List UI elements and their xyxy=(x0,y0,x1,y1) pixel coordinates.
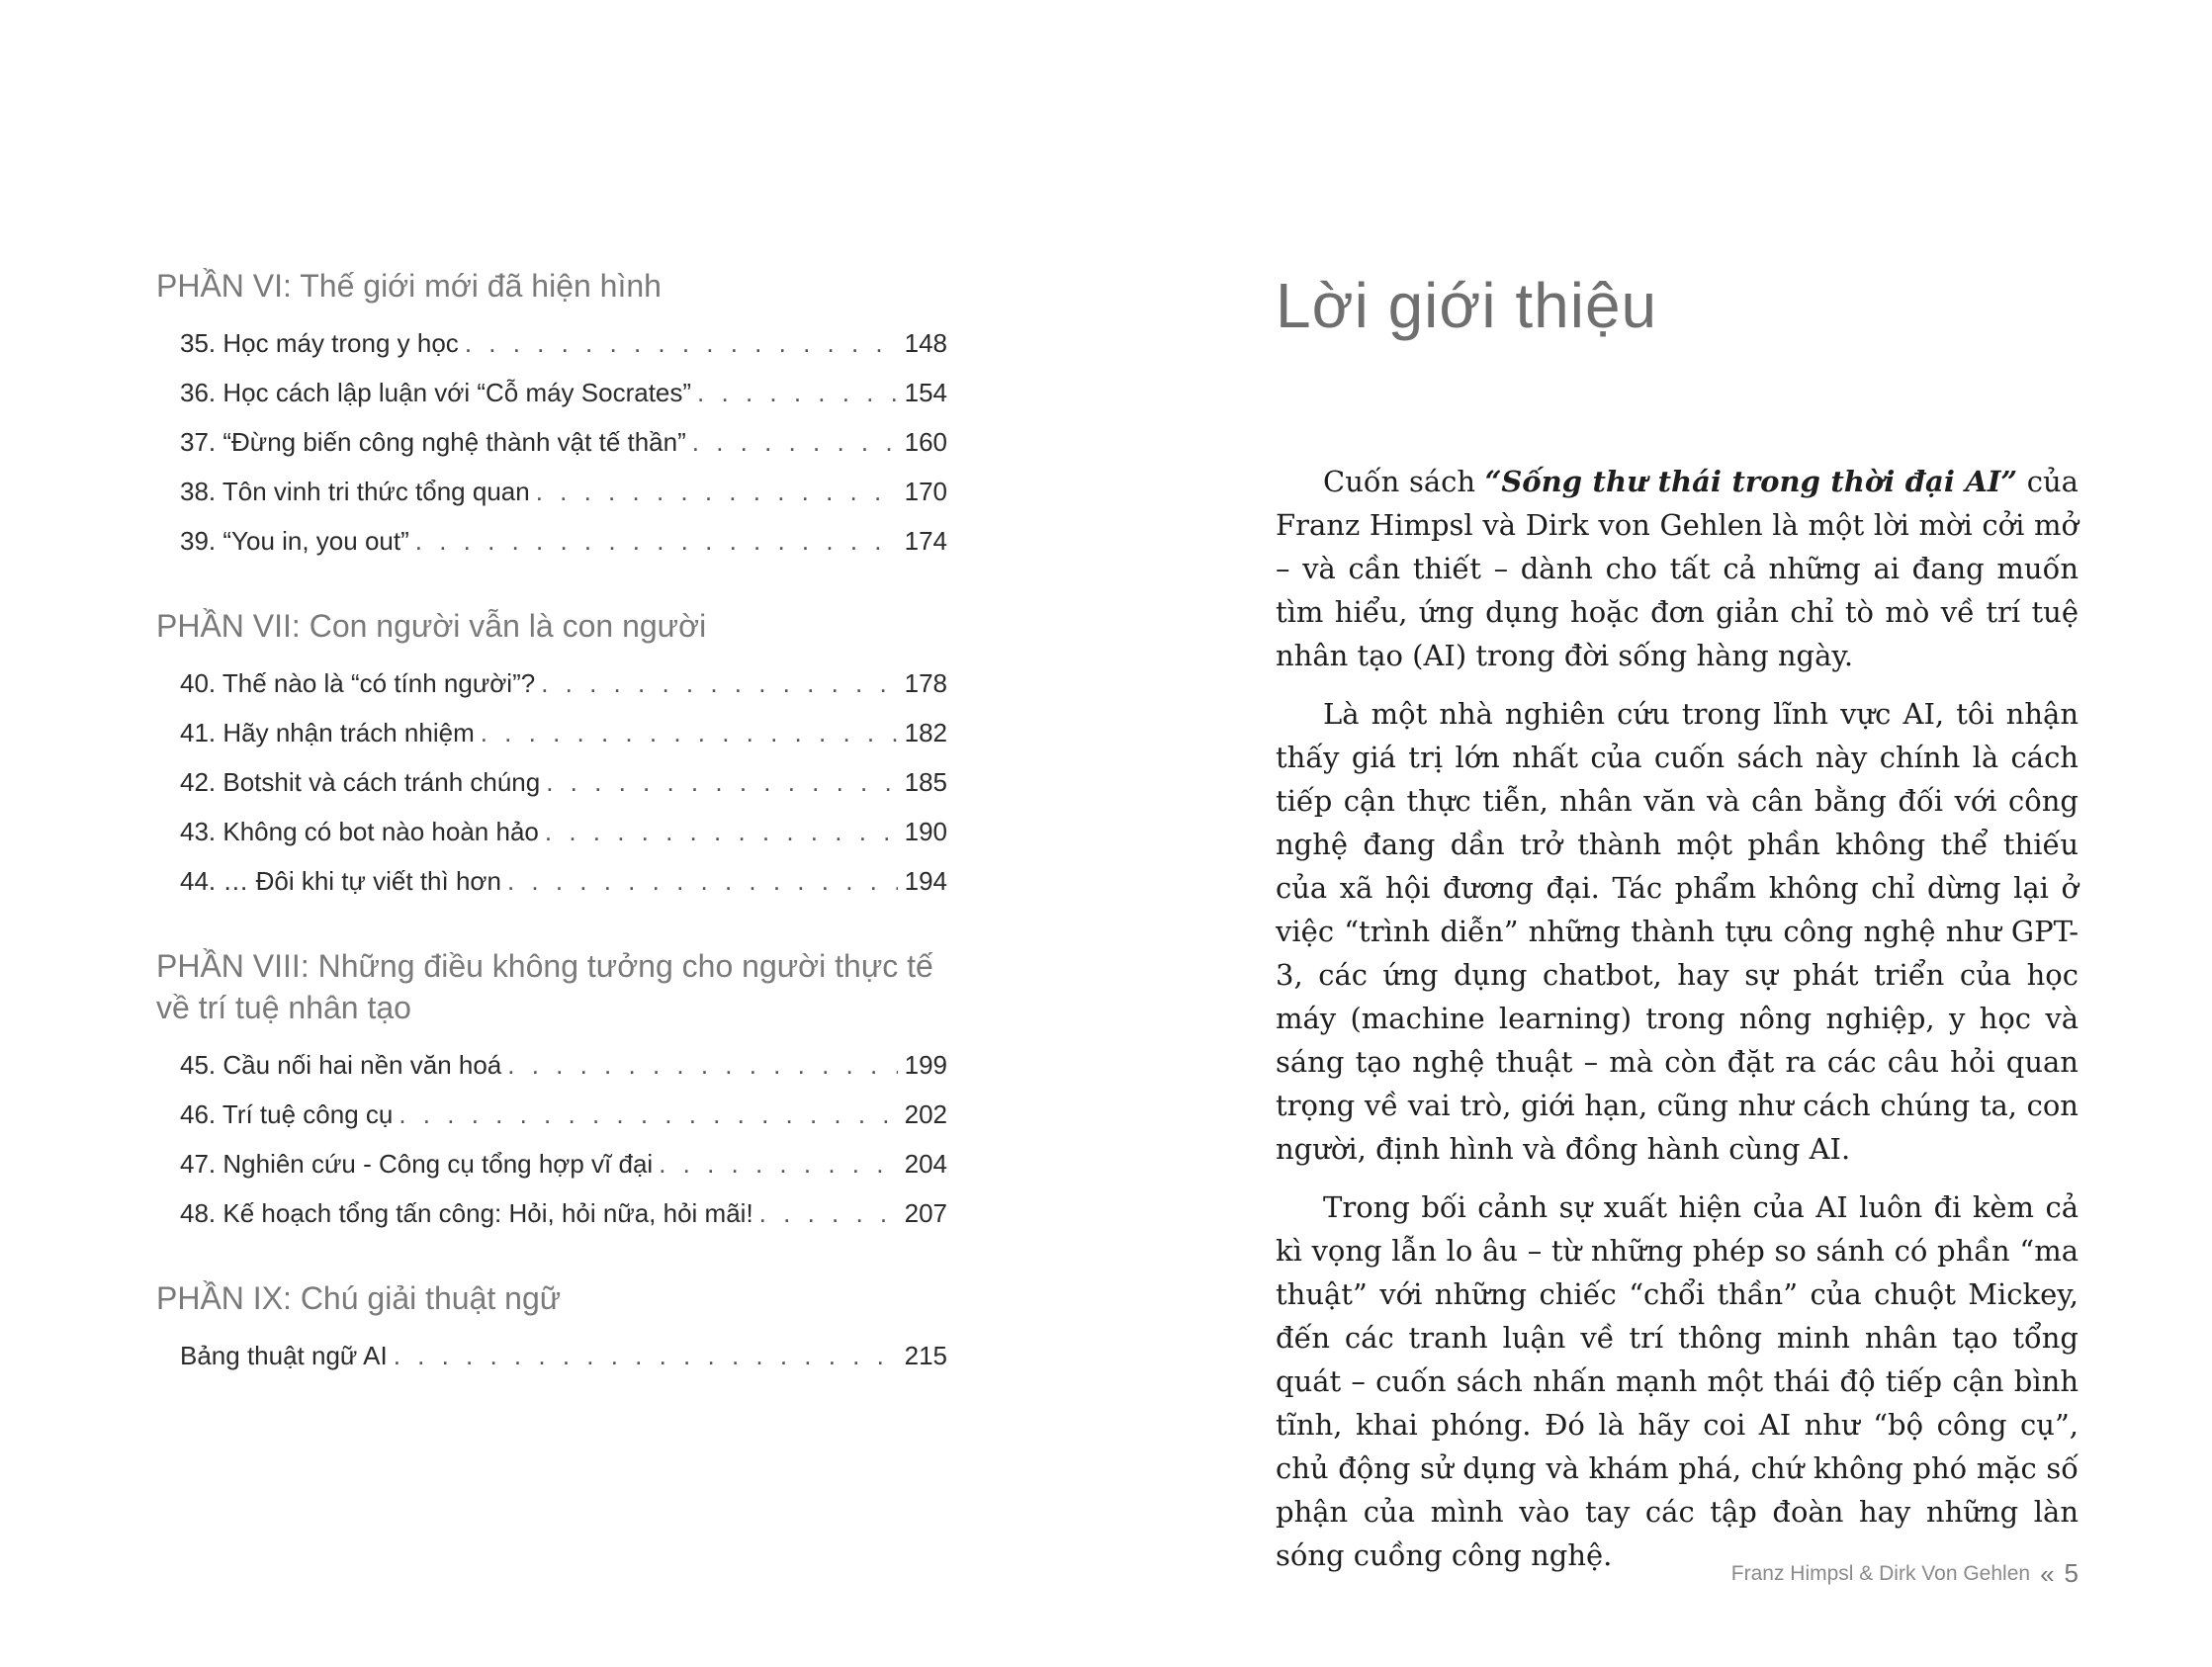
toc-part-title: PHẦN IX: Chú giải thuật ngữ xyxy=(156,1280,562,1316)
toc-entry-label: 44. … Đôi khi tự viết thì hơn xyxy=(180,866,501,896)
double-chevron-left-icon: « xyxy=(2040,1558,2055,1589)
toc-entry[interactable] xyxy=(156,368,947,417)
toc-entry-page: 160 xyxy=(904,427,947,457)
toc-entry[interactable] xyxy=(156,318,947,368)
toc-part-title-line-1: PHẦN VIII: Những điều không tưởng cho người thực tế xyxy=(156,948,933,984)
footer-author: Franz Himpsl & Dirk Von Gehlen xyxy=(1730,1561,2031,1585)
toc-entry[interactable] xyxy=(156,1090,947,1139)
toc-entry[interactable] xyxy=(156,658,947,708)
toc-entry-label: 36. Học cách lập luận với “Cỗ máy Socrates” xyxy=(180,378,692,407)
toc-leader-dots xyxy=(398,1090,898,1139)
right-page xyxy=(1106,0,2212,1667)
toc-part-title: PHẦN VII: Con người vẫn là con người xyxy=(156,608,707,644)
toc-entry-page: 207 xyxy=(904,1198,947,1228)
toc-leader-dots xyxy=(415,516,898,566)
toc-entry-page: 194 xyxy=(904,866,947,896)
paragraph-1-rest: của Franz Himpsl và Dirk von Gehlen là một lời mời cởi mở – và cần thiết – dành cho tất cả những ai đang muốn tìm hiểu, ứng dụng hoặc đơn giản chỉ tò mò về trí tuệ nhân tạo (AI) trong đời sống hàng ngày. xyxy=(1276,465,2079,672)
toc-leader-dots xyxy=(759,1188,898,1238)
toc-entry-page: 178 xyxy=(904,668,947,698)
toc-entry-page: 154 xyxy=(904,378,947,407)
toc-entry[interactable] xyxy=(156,757,947,807)
paragraph-3: Trong bối cảnh sự xuất hiện của AI luôn đi kèm cả kì vọng lẫn lo âu – từ những phép so sánh có phần “ma thuật” với những chiếc “chổi thần” của chuột Mickey, đến các tranh luận về trí thông minh nhân tạo tổng quát – cuốn sách nhấn mạnh một thái độ tiếp cận bình tĩnh, khai phóng. Đó là hãy coi AI như “bộ công cụ”, chủ động sử dụng và khám phá, chứ không phó mặc số phận của mình vào tay các tập đoàn hay những làn sóng cuồng công nghệ. xyxy=(1276,1190,2079,1572)
toc-leader-dots xyxy=(659,1139,898,1188)
toc-part-7 xyxy=(156,605,947,906)
toc-entry-page: 204 xyxy=(904,1149,947,1179)
toc-entry[interactable] xyxy=(156,708,947,757)
page-number: 5 xyxy=(2064,1558,2079,1588)
toc-entry-page: 182 xyxy=(904,718,947,747)
toc-leader-dots xyxy=(507,856,898,906)
toc-entry-label: 41. Hãy nhận trách nhiệm xyxy=(180,718,475,747)
toc-leader-dots xyxy=(481,708,898,757)
toc-entry[interactable] xyxy=(156,1040,947,1090)
toc-leader-dots xyxy=(536,467,898,516)
toc-entry-label: 39. “You in, you out” xyxy=(180,526,409,556)
toc-entry-label: 38. Tôn vinh tri thức tổng quan xyxy=(180,477,530,506)
toc-entry[interactable] xyxy=(156,807,947,856)
toc-part-9 xyxy=(156,1277,947,1380)
toc-entry-label: 43. Không có bot nào hoàn hảo xyxy=(180,817,539,846)
paragraph-2: Là một nhà nghiên cứu trong lĩnh vực AI, tôi nhận thấy giá trị lớn nhất của cuốn sách này chính là cách tiếp cận thực tiễn, nhân văn và cân bằng đối với công nghệ đang dần trở thành một phần không thể thiếu của xã hội đương đại. Tác phẩm không chỉ dừng lại ở việc “trình diễn” những thành tựu công nghệ như GPT-3, các ứng dụng chatbot, hay sự phát triển của học máy (machine learning) trong nông nghiệp, y học và sáng tạo nghệ thuật – mà còn đặt ra các câu hỏi quan trọng về vai trò, giới hạn, cũng như cách chúng ta, con người, định hình và đồng hành cùng AI. xyxy=(1276,697,2079,1166)
table-of-contents xyxy=(156,265,947,1420)
toc-entry-label: Bảng thuật ngữ AI xyxy=(180,1341,388,1370)
toc-entry[interactable] xyxy=(156,1188,947,1238)
toc-entry-page: 215 xyxy=(904,1341,947,1370)
toc-entry-label: 37. “Đừng biến công nghệ thành vật tế thần” xyxy=(180,427,686,457)
toc-entry-page: 148 xyxy=(904,328,947,358)
paragraph-1 xyxy=(1276,460,2079,677)
toc-entry[interactable] xyxy=(156,516,947,566)
toc-leader-dots xyxy=(546,757,898,807)
toc-entry-page: 170 xyxy=(904,477,947,506)
toc-entry-label: 47. Nghiên cứu - Công cụ tổng hợp vĩ đại xyxy=(180,1149,654,1179)
introduction-body xyxy=(1276,460,2079,1592)
toc-entry-page: 202 xyxy=(904,1099,947,1129)
toc-entry-page: 199 xyxy=(904,1050,947,1080)
toc-leader-dots xyxy=(697,368,898,417)
toc-entry-label: 42. Botshit và cách tránh chúng xyxy=(180,767,541,797)
toc-entry[interactable] xyxy=(156,856,947,906)
toc-entry-label: 48. Kế hoạch tổng tấn công: Hỏi, hỏi nữa, hỏi mãi! xyxy=(180,1198,753,1228)
toc-entry[interactable] xyxy=(156,1139,947,1188)
toc-entry-page: 185 xyxy=(904,767,947,797)
toc-entry-label: 46. Trí tuệ công cụ xyxy=(180,1099,394,1129)
book-title: “Sống thư thái trong thời đại AI” xyxy=(1484,465,2018,498)
toc-entry-page: 190 xyxy=(904,817,947,846)
toc-part-title-line-2: về trí tuệ nhân tạo xyxy=(156,990,411,1025)
toc-leader-dots xyxy=(692,417,898,467)
toc-entry[interactable] xyxy=(156,467,947,516)
toc-leader-dots xyxy=(545,807,898,856)
page-title: Lời giới thiệu xyxy=(1276,270,1658,341)
toc-entry-page: 174 xyxy=(904,526,947,556)
toc-leader-dots xyxy=(507,1040,898,1090)
paragraph-1-start: Cuốn sách xyxy=(1323,465,1485,498)
toc-entry[interactable] xyxy=(156,417,947,467)
toc-entry-label: 40. Thế nào là “có tính người”? xyxy=(180,668,536,698)
toc-part-title: PHẦN VI: Thế giới mới đã hiện hình xyxy=(156,268,662,304)
toc-part-title xyxy=(156,945,947,1028)
toc-entry-label: 45. Cầu nối hai nền văn hoá xyxy=(180,1050,502,1080)
toc-leader-dots xyxy=(465,318,898,368)
toc-leader-dots xyxy=(541,658,898,708)
page-footer xyxy=(1731,1558,2079,1589)
toc-entry[interactable] xyxy=(156,1331,947,1380)
toc-entry-label: 35. Học máy trong y học xyxy=(180,328,459,358)
toc-part-8 xyxy=(156,945,947,1238)
toc-part-6 xyxy=(156,265,947,566)
toc-leader-dots xyxy=(394,1331,898,1380)
